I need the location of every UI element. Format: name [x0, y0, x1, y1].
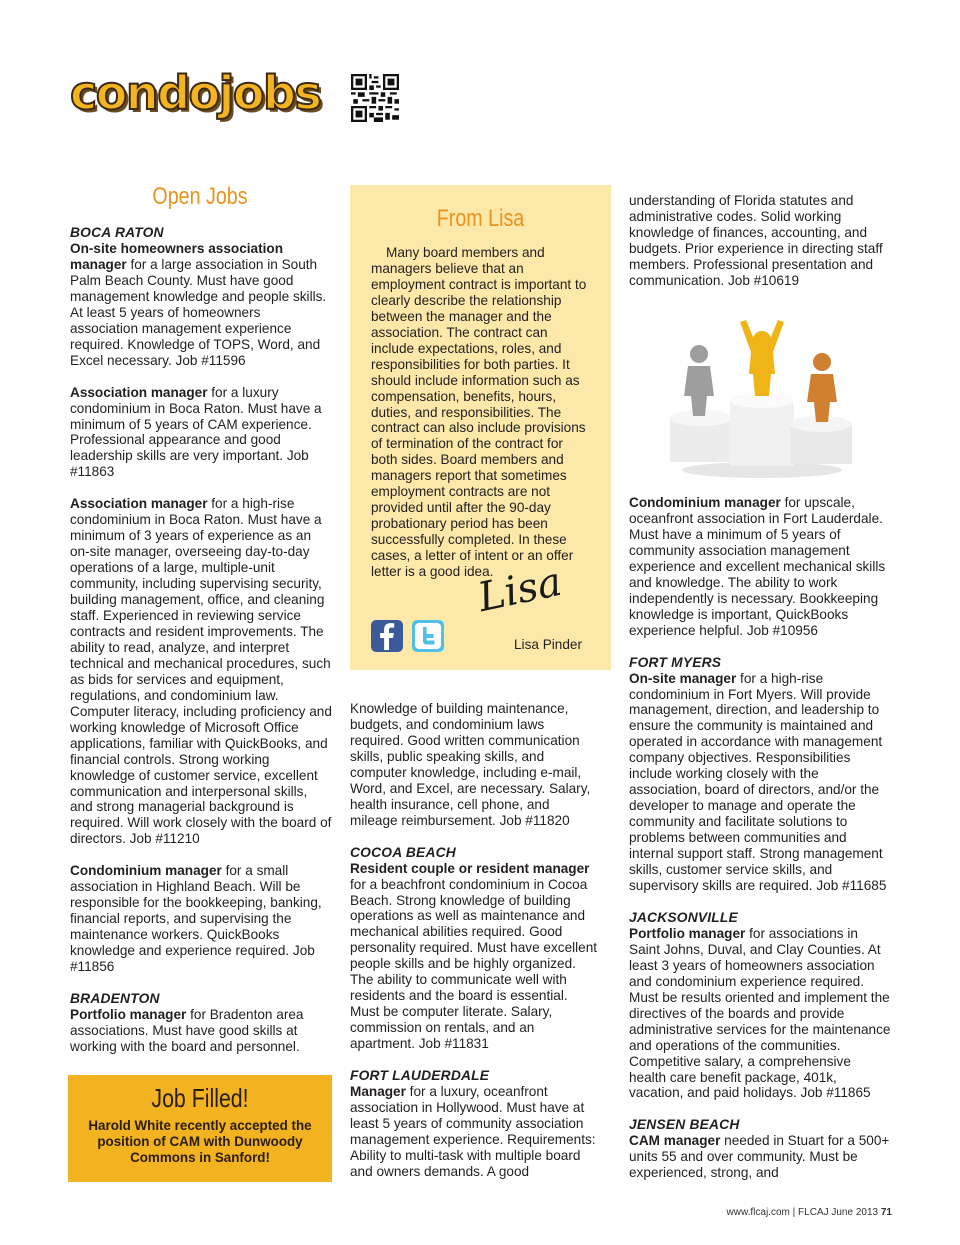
lisa-signature: Lisa: [474, 558, 566, 622]
job-description: for associations in Saint Johns, Duval, and Clay Counties. At least 3 years of homeowners association and condominium experience required. Must be results oriented and implement the directives of the boards and provide administrative services for the maintenance and operations of the communities. Competitive salary, a comprehensive health care benefit package, 401k, vacation, and paid holidays. Job #11865: [629, 925, 891, 1101]
page-footer: [727, 1207, 893, 1218]
job-role: Portfolio manager: [629, 925, 746, 941]
city-heading-fort-lauderdale: FORT LAUDERDALE: [350, 1068, 490, 1084]
column-3: [629, 495, 891, 1181]
city-heading-cocoa-beach: COCOA BEACH: [350, 844, 456, 860]
job-role: Manager: [350, 1084, 406, 1100]
job-description: for a beachfront condominium in Cocoa Beach. Strong knowledge of building operations as well as maintenance and mechanical abilities required. Good personality required. Must have excellent people skills and be highly organized. The ability to communicate well with residents and the board is essential. Must be computer literate. Salary, commission on rentals, and an apartment. Job #11831: [350, 876, 598, 1052]
job-listing-11210: [70, 496, 332, 847]
job-listing-bradenton: [70, 1007, 332, 1055]
city-heading-jacksonville: JACKSONVILLE: [629, 909, 738, 925]
open-jobs-title: Open Jobs: [152, 183, 248, 210]
twitter-icon[interactable]: [411, 619, 445, 653]
city-heading-jensen-beach: JENSEN BEACH: [629, 1117, 740, 1133]
city-heading-bradenton: BRADENTON: [70, 990, 160, 1006]
job-description: for upscale, oceanfront association in Fort Lauderdale. Must have a minimum of 5 years of community association management experience and excellent mechanical skills and knowledge. The ability to work independently is necessary. Bookkeeping knowledge is important, QuickBooks experience helpful. Job #10956: [629, 495, 886, 638]
facebook-icon[interactable]: [370, 619, 404, 653]
job-role: On-site homeowners association manager: [70, 241, 284, 272]
job-filled-text: Harold White recently accepted the position of CAM with Dunwoody Commons in Sanford!: [88, 1118, 312, 1165]
lisa-name: Lisa Pinder: [513, 637, 582, 652]
column-1: [70, 225, 332, 1055]
city-heading-fort-myers: FORT MYERS: [629, 654, 722, 670]
job-description: for a high-rise condominium in Fort Myers. Will provide management, direction, and leadership to ensure the community is maintained and operated in accordance with management company objectives. Responsibilities include working closely with the association, board of directors, and/or the developer to manage and operate the community and facilitate solutions to problems between communities and internal support staff. Strong management skills, customer service skills, and supervisory skills are required. Job #11685: [629, 670, 887, 893]
job-role: On-site manager: [629, 670, 737, 686]
job-filled-box: [68, 1075, 332, 1182]
job-role: Portfolio manager: [70, 1006, 187, 1022]
job-listing-11856: [70, 863, 332, 975]
footer-magazine: FLCAJ: [798, 1207, 829, 1218]
qr-code-icon[interactable]: [351, 74, 399, 122]
job-role: Resident couple or resident manager: [350, 860, 590, 876]
job-description: for a large association in South Palm Beach County. Must have good management knowledge and people skills. At least 5 years of homeowners association management experience required. Knowledge of TOPS, Word, and Excel necessary. Job #11596: [70, 256, 327, 368]
from-lisa-box: [350, 185, 611, 670]
job-role: Association manager: [70, 384, 208, 400]
job-description: for a small association in Highland Beach. Will be responsible for the bookkeeping, banking, financial reports, and supervising the maintenance workers. QuickBooks knowledge and experience required. Job #11856: [70, 863, 322, 975]
logo-text: condojobs: [70, 66, 321, 120]
job-listing-10956: [629, 495, 891, 639]
job-listing-11831: [350, 861, 600, 1052]
job-role: Condominium manager: [629, 495, 781, 510]
job-description: for Bradenton area associations. Must have good skills at working with the board and personnel.: [70, 1006, 304, 1054]
job-listing-10619-continued: understanding of Florida statutes and administrative codes. Solid working knowledge of finances, accounting, and budgets. Prior experience in directing staff members. Professional presentation and communication. Job #10619: [629, 193, 883, 288]
from-lisa-title: From Lisa: [436, 205, 525, 232]
job-role: Association manager: [70, 496, 208, 512]
job-listing-11863: [70, 385, 332, 481]
column-2: [350, 701, 600, 1180]
job-description: for a high-rise condominium in Boca Raton. Must have a minimum of 3 years of experience as an on-site manager, overseeing day-to-day operations of a large, multiple-unit community, including supervising security, building management, office, and cleaning staff. Experienced in reviewing service contracts and resident improvements. The ability to read, analyze, and interpret technical and mechanical procedures, such as bids for services and equipment, regulations, and condominium law. Computer literacy, including proficiency and working knowledge of Microsoft Office applications, familiar with QuickBooks, and financial controls. Strong working knowledge of customer service, excellent communication and interpersonal skills, and strong managerial background is required. Will work closely with the board of directors. Job #11210: [70, 496, 332, 847]
footer-site[interactable]: www.flcaj.com: [726, 1207, 790, 1218]
job-listing-11820: Knowledge of building maintenance, budgets, and condominium laws required. Good written communication skills, public speaking skills, and computer knowledge, including e-mail, Word, and Excel, are necessary. Salary, health insurance, cell phone, and mileage reimbursement. Job #11820: [350, 701, 591, 828]
job-listing-11596: [70, 241, 332, 369]
from-lisa-text: Many board members and managers believe that an employment contract is important to clearly describe the relationship between the manager and the association. The contract can include expectations, roles, and responsibilities for both parties. It should include information such as compensation, benefits, hours, duties, and responsibilities. The contract can also include provisions of termination of the contract for both sides. Board members and managers report that sometimes employment contracts are not provided until after the 90-day probationary period has been successfully completed. In these cases, a letter of intent or an offer letter is a good idea.: [371, 245, 587, 580]
page-number: 71: [880, 1207, 892, 1218]
job-listing-11865: [629, 926, 891, 1101]
job-listing-10619: [350, 1084, 600, 1180]
column-3-top: [629, 193, 891, 289]
job-role: CAM manager: [629, 1133, 721, 1149]
job-role: Condominium manager: [70, 863, 222, 879]
job-listing-jensen-beach: [629, 1133, 891, 1181]
footer-date: June 2013: [831, 1207, 879, 1218]
footer-separator: |: [792, 1207, 796, 1218]
job-description: for a luxury, oceanfront association in Hollywood. Must have at least 5 years of community association management experience. Requirements: Ability to multi-task with multiple board and owners demands. A good: [350, 1084, 596, 1179]
job-filled-title: Job Filled!: [151, 1083, 249, 1113]
podium-illustration: [662, 310, 862, 480]
job-listing-11685: [629, 671, 891, 894]
condojobs-logo: [70, 66, 321, 120]
job-description: for a luxury condominium in Boca Raton. Must have a minimum of 5 years of CAM experience. Professional appearance and good leadership skills are very important. Job #11863: [70, 384, 322, 480]
city-heading-boca-raton: BOCA RATON: [70, 225, 164, 240]
job-description: needed in Stuart for a 500+ units 55 and over community. Must be experienced, strong, and: [629, 1133, 890, 1181]
